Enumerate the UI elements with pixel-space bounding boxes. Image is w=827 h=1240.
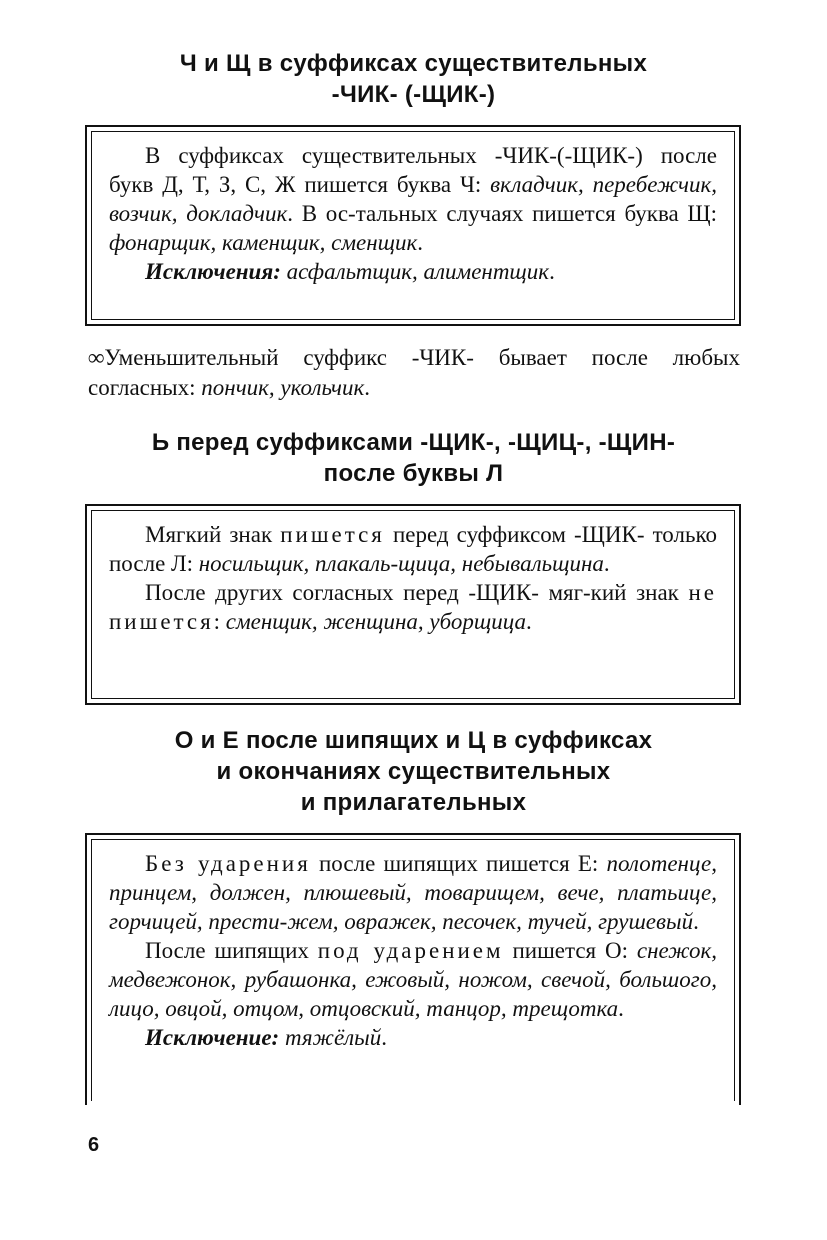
- page-number: 6: [88, 1134, 100, 1156]
- section1-rule-paragraph2: Исключения: асфальтщик, алиментщик.: [145, 259, 555, 284]
- emphasis-spaced: пишется: [280, 522, 385, 547]
- section2-rule-paragraph2: После других согласных перед -ЩИК- мяг-кий знак не пишется: сменщик, женщина, уборщица.: [109, 580, 717, 634]
- section1-title-line1: Ч и Щ в суффиксах существительных: [179, 50, 648, 77]
- example-words: фонарщик, каменщик, сменщик: [109, 230, 418, 255]
- example-words: снежок, медвежонок, рубашонка, ежовый, ножом, свечой, большого, лицо, овцой, отцом, отцовский, танцор, трещотка: [109, 938, 717, 1021]
- section3-rule-box: [85, 833, 741, 1105]
- section2-title-line1: Ь перед суффиксами -ЩИК-, -ЩИЦ-, -ЩИН-: [151, 429, 676, 456]
- section1-note: ∞Уменьшительный суффикс -ЧИК- бывает после любых согласных: пончик, укольчик.: [88, 345, 740, 400]
- section2-title-line2: после буквы Л: [323, 460, 504, 487]
- example-words: тяжёлый: [279, 1025, 382, 1050]
- example-words: асфальтщик, алиментщик: [280, 259, 550, 284]
- exception-label: Исключение:: [145, 1025, 280, 1050]
- section1-title-line2: -ЧИК- (-ЩИК-): [331, 81, 496, 108]
- exceptions-label: Исключения:: [145, 259, 281, 284]
- example-words: пончик, укольчик: [201, 375, 365, 400]
- note-infinity-icon: ∞: [88, 345, 105, 370]
- section3-title-line1: О и Е после шипящих и Ц в суффиксах: [174, 727, 653, 754]
- section3-rule-paragraph1: Без ударения после шипящих пишется Е: полотенце, принцем, должен, плюшевый, товарищем, вече, платьице, горчицей, прести-жем, овражек, песочек, тучей, грушевый.: [109, 851, 717, 934]
- section1-heading: [80, 48, 747, 110]
- example-words: сменщик, женщина, уборщица: [225, 609, 527, 634]
- example-words: вкладчик, перебежчик, возчик, докладчик: [109, 172, 717, 226]
- section1-rule-box: [85, 125, 741, 326]
- section2-rule-paragraph1: Мягкий знак пишется перед суффиксом -ЩИК- только после Л: носильщик, плакаль-щица, небывальщина.: [109, 522, 717, 576]
- example-words: носильщик, плакаль-щица, небывальщина: [198, 551, 604, 576]
- section2-heading: [80, 427, 747, 489]
- example-words: полотенце, принцем, должен, плюшевый, товарищем, вече, платьице, горчицей, прести-жем, овражек, песочек, тучей, грушевый: [109, 851, 717, 934]
- section2-rule-box: [85, 504, 741, 705]
- emphasis-spaced: не пишется: [109, 580, 717, 634]
- section3-rule-paragraph2: После шипящих под ударением пишется О: снежок, медвежонок, рубашонка, ежовый, ножом, свечой, большого, лицо, овцой, отцом, отцовский, танцор, трещотка.: [109, 938, 717, 1021]
- section3-rule-paragraph3: Исключение: тяжёлый.: [145, 1025, 388, 1050]
- section3-title-line2: и окончаниях существительных: [216, 758, 611, 785]
- emphasis-spaced: под ударением: [317, 938, 504, 963]
- section3-heading: [80, 725, 747, 818]
- section1-rule-paragraph1: В суффиксах существительных -ЧИК-(-ЩИК-) после букв Д, Т, З, С, Ж пишется буква Ч: вкладчик, перебежчик, возчик, докладчик. В ос-тальных случаях пишется буква Щ: фонарщик, каменщик, сменщик.: [109, 143, 718, 255]
- emphasis-spaced: Без ударения: [145, 851, 311, 876]
- section3-title-line3: и прилагательных: [300, 789, 527, 816]
